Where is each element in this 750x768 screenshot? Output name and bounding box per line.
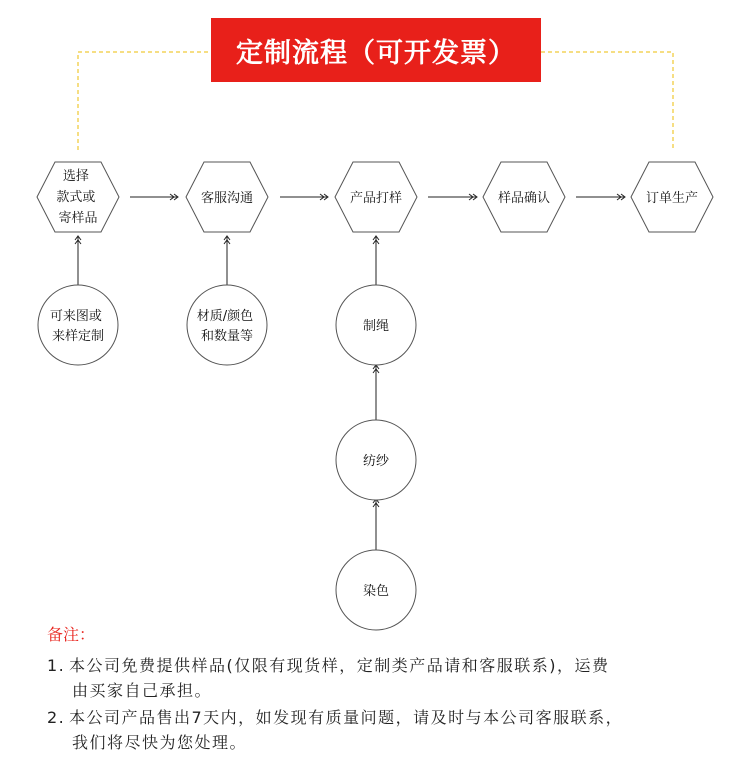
note-text: 本公司产品售出7天内，如发现有质量问题，请及时与本公司客服联系， [69,708,624,727]
substep-1-label: 可来图或 来样定制 [49,309,105,344]
substep-5-label: 染色 [362,584,390,599]
step-3-label: 产品打样 [349,191,403,206]
step-1-label: 选择 款式或 寄样品 [56,169,98,226]
arrow-up-3 [373,236,379,285]
circle-substep-1 [38,285,118,365]
step-4-label: 样品确认 [497,191,551,206]
note-text: 本公司免费提供样品(仅限有现货样，定制类产品请和客服联系)，运费 [69,656,610,675]
note-text-continued: 由买家自己承担。 [72,681,213,700]
arrow-right-3 [428,194,477,200]
substep-4-label: 纺纱 [362,454,390,469]
note-item-1 [47,653,727,703]
arrow-up-4 [373,365,379,420]
circle-substep-2 [187,285,267,365]
substep-2-label: 材质/颜色 和数量等 [196,309,254,344]
arrow-up-1 [75,236,81,285]
note-number: 1. [47,656,66,675]
note-number: 2. [47,708,66,727]
note-text-continued: 我们将尽快为您处理。 [72,733,248,752]
note-item-2 [47,705,727,755]
arrow-up-2 [224,236,230,285]
arrow-right-1 [130,194,178,200]
arrow-right-2 [280,194,328,200]
notes-title: 备注： [47,625,96,644]
substep-3-label: 制绳 [362,319,390,334]
arrow-up-5 [373,499,379,550]
step-2-label: 客服沟通 [200,191,254,206]
page-title: 定制流程（可开发票） [211,18,541,82]
step-5-label: 订单生产 [645,191,699,206]
arrow-right-4 [576,194,625,200]
